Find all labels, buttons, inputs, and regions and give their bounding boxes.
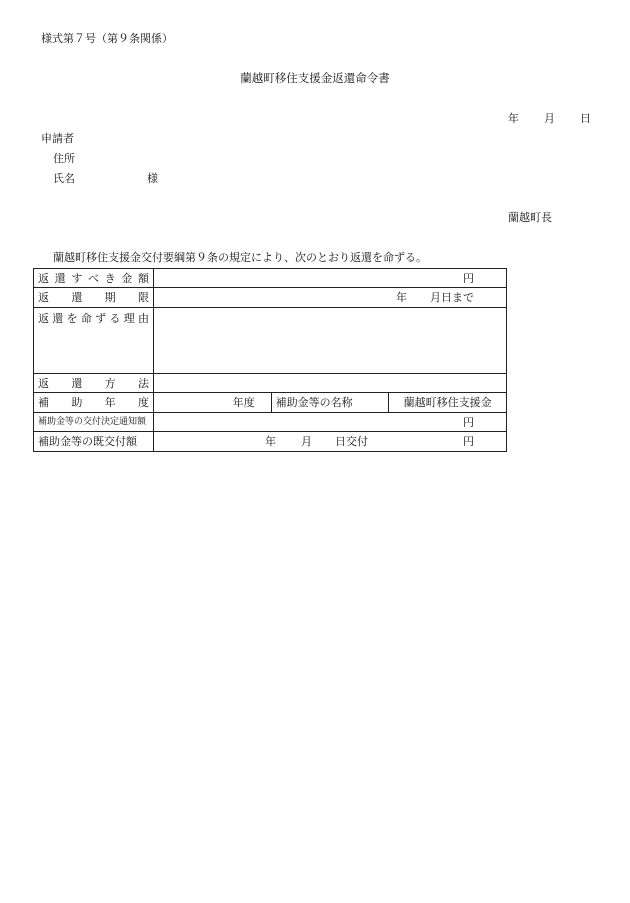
paid-amount-value-cell[interactable] — [154, 432, 507, 452]
amount-value-cell[interactable] — [154, 269, 507, 288]
deadline-month: 月 — [430, 291, 441, 304]
intro-statement: 蘭越町移住支援金交付要綱第９条の規定により、次のとおり返還を命ずる。 — [53, 251, 427, 264]
decision-amount-unit: 円 — [463, 415, 474, 429]
label-char: 助 — [71, 396, 83, 409]
paid-unit: 円 — [463, 435, 474, 448]
label-char: 法 — [137, 376, 149, 390]
label-char: 還 — [54, 271, 66, 285]
row-decision-amount — [34, 413, 507, 432]
document-title: 蘭越町移住支援金返還命令書 — [240, 71, 390, 85]
paid-amount-label: 補助金等の既交付額 — [34, 432, 154, 452]
label-char: 年 — [104, 396, 116, 409]
label-char: 命 — [80, 312, 92, 325]
label-char: 方 — [104, 376, 116, 390]
row-reason — [34, 308, 507, 374]
label-char: 金 — [121, 271, 133, 285]
deadline-year: 年 — [396, 291, 407, 304]
label-char: 由 — [137, 312, 149, 325]
label-char: る — [109, 312, 121, 325]
label-char: 補 — [38, 396, 49, 409]
method-label — [34, 374, 154, 393]
issuer-mayor: 蘭越町長 — [508, 211, 552, 224]
reason-value-cell[interactable] — [154, 308, 507, 374]
row-amount — [34, 269, 507, 288]
date-year-label: 年 — [508, 112, 519, 125]
name-label: 氏名 — [53, 172, 75, 185]
fiscal-year-unit: 年度 — [232, 396, 255, 409]
reason-label-chars — [38, 313, 149, 324]
label-char: 返 — [38, 291, 49, 304]
subsidy-name-label: 補助金等の名称 — [271, 393, 389, 413]
fiscal-year-label-chars — [38, 397, 149, 408]
reason-label — [34, 308, 154, 374]
deadline-value-cell[interactable] — [154, 288, 507, 308]
paid-month: 月 — [301, 435, 312, 448]
decision-amount-label: 補助金等の交付決定通知額 — [34, 413, 154, 432]
label-char: を — [66, 312, 78, 325]
form-number: 様式第７号（第９条関係） — [41, 32, 173, 45]
deadline-day: 日まで — [441, 291, 474, 304]
date-month-label: 月 — [544, 112, 555, 125]
label-char: 還 — [52, 312, 64, 325]
label-char: 返 — [38, 312, 49, 325]
label-char: 限 — [137, 291, 149, 304]
applicant-heading: 申請者 — [41, 132, 74, 145]
fiscal-year-label — [34, 393, 154, 413]
label-char: 返 — [38, 271, 49, 285]
amount-label-chars — [38, 273, 149, 284]
label-char: 還 — [71, 376, 83, 390]
repayment-table — [33, 268, 507, 452]
honorific-sama: 様 — [147, 172, 158, 185]
fiscal-year-value-cell[interactable] — [154, 393, 272, 413]
row-paid-amount — [34, 432, 507, 452]
label-char: 還 — [71, 291, 83, 304]
method-label-chars — [38, 378, 149, 389]
address-label: 住所 — [53, 152, 75, 165]
paid-day: 日交付 — [335, 435, 368, 448]
label-char: 期 — [104, 291, 116, 304]
label-char: ず — [95, 312, 107, 325]
row-fiscal-year — [34, 393, 507, 413]
label-char: 理 — [123, 312, 135, 325]
decision-amount-value-cell[interactable] — [154, 413, 507, 432]
deadline-label-chars — [38, 292, 149, 303]
row-deadline — [34, 288, 507, 308]
amount-label — [34, 269, 154, 288]
label-char: す — [71, 271, 83, 285]
label-char: き — [104, 271, 116, 285]
row-method — [34, 374, 507, 393]
amount-unit: 円 — [463, 271, 474, 285]
label-char: 返 — [38, 376, 49, 390]
label-char: 度 — [137, 396, 149, 409]
deadline-label — [34, 288, 154, 308]
paid-amount-row — [158, 436, 502, 447]
paid-year: 年 — [265, 435, 276, 448]
subsidy-name-value: 蘭越町移住支援金 — [389, 393, 507, 413]
method-value-cell[interactable] — [154, 374, 507, 393]
label-char: 額 — [137, 271, 149, 285]
date-day-label: 日 — [580, 112, 591, 125]
label-char: べ — [87, 271, 99, 285]
